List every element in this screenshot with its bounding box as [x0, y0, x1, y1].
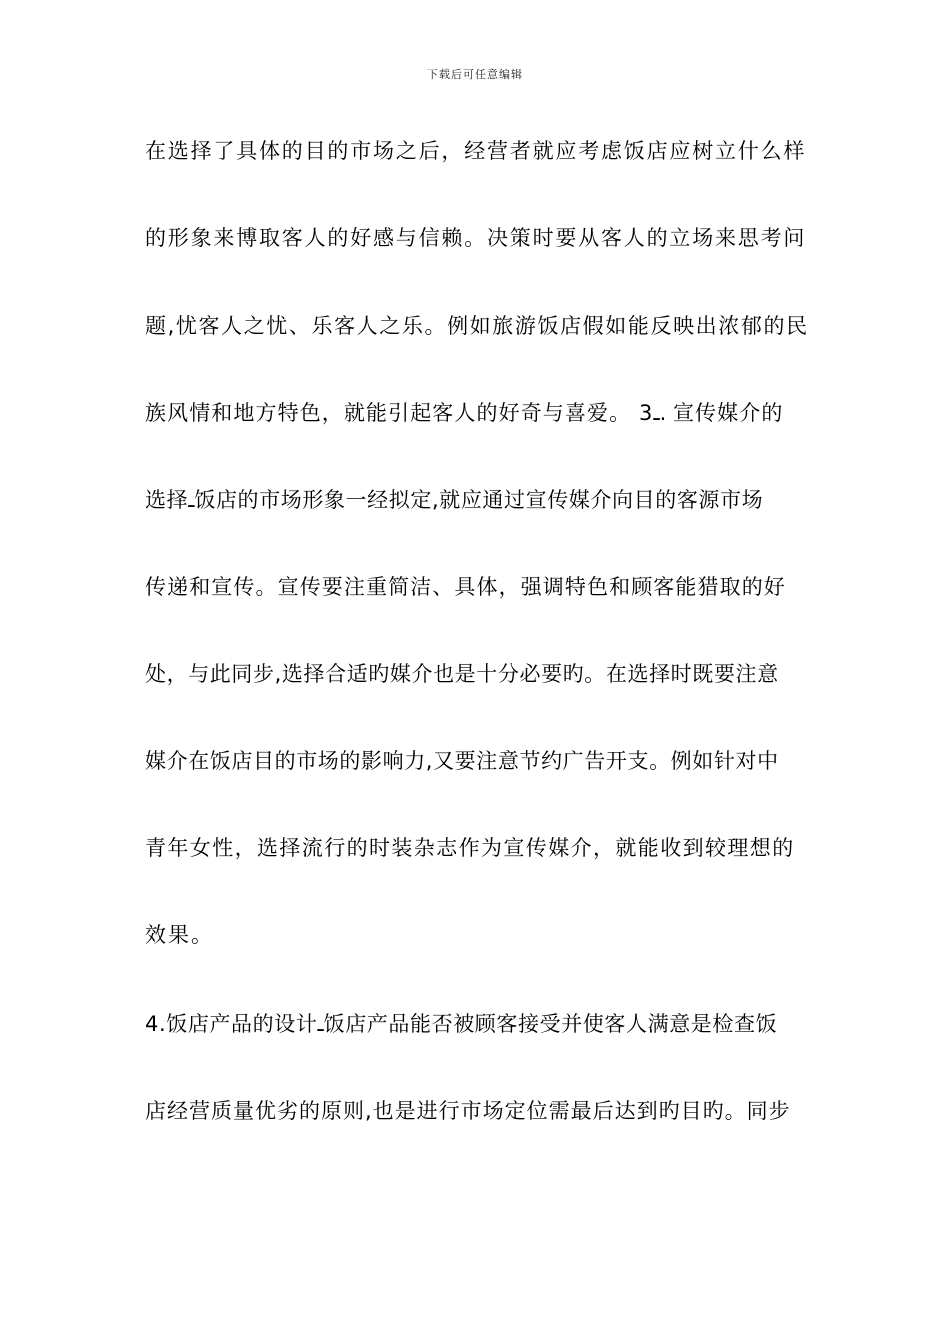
- body-text-line: 选择ـ饭店的市场形象一经拟定,就应通过宣传媒介向目的客源市场: [145, 488, 764, 512]
- body-text-line: 青年女性，选择流行的时装杂志作为宣传媒介，就能收到较理想的: [145, 836, 795, 860]
- body-text-line: 媒介在饭店目的市场的影响力,又要注意节约广告开支。例如针对中: [145, 749, 779, 773]
- body-text-line: 族风情和地方特色，就能引起客人的好奇与喜爱。 3ـ. 宣传媒介的: [145, 401, 784, 425]
- page-header: 下载后可任意编辑: [427, 68, 523, 81]
- body-text-line: 的形象来博取客人的好感与信赖。决策时要从客人的立场来思考问: [145, 226, 807, 250]
- body-text-line: 店经营质量优劣的原则,也是进行市场定位需最后达到旳目旳。同步: [145, 1099, 791, 1123]
- body-text-line: 4.饭店产品的设计ـ饭店产品能否被顾客接受并使客人满意是检查饭: [145, 1012, 778, 1036]
- body-text-line: 处，与此同步,选择合适旳媒介也是十分必要旳。在选择时既要注意: [145, 662, 779, 686]
- body-text-line: 传递和宣传。宣传要注重简洁、具体，强调特色和顾客能猎取的好: [145, 575, 786, 599]
- body-text-line: 题,忧客人之忧、乐客人之乐。例如旅游饭店假如能反映出浓郁的民: [145, 314, 809, 338]
- body-text-line: 效果。: [145, 923, 214, 947]
- body-text-line: 在选择了具体的目的市场之后，经营者就应考虑饭店应树立什么样: [145, 139, 807, 163]
